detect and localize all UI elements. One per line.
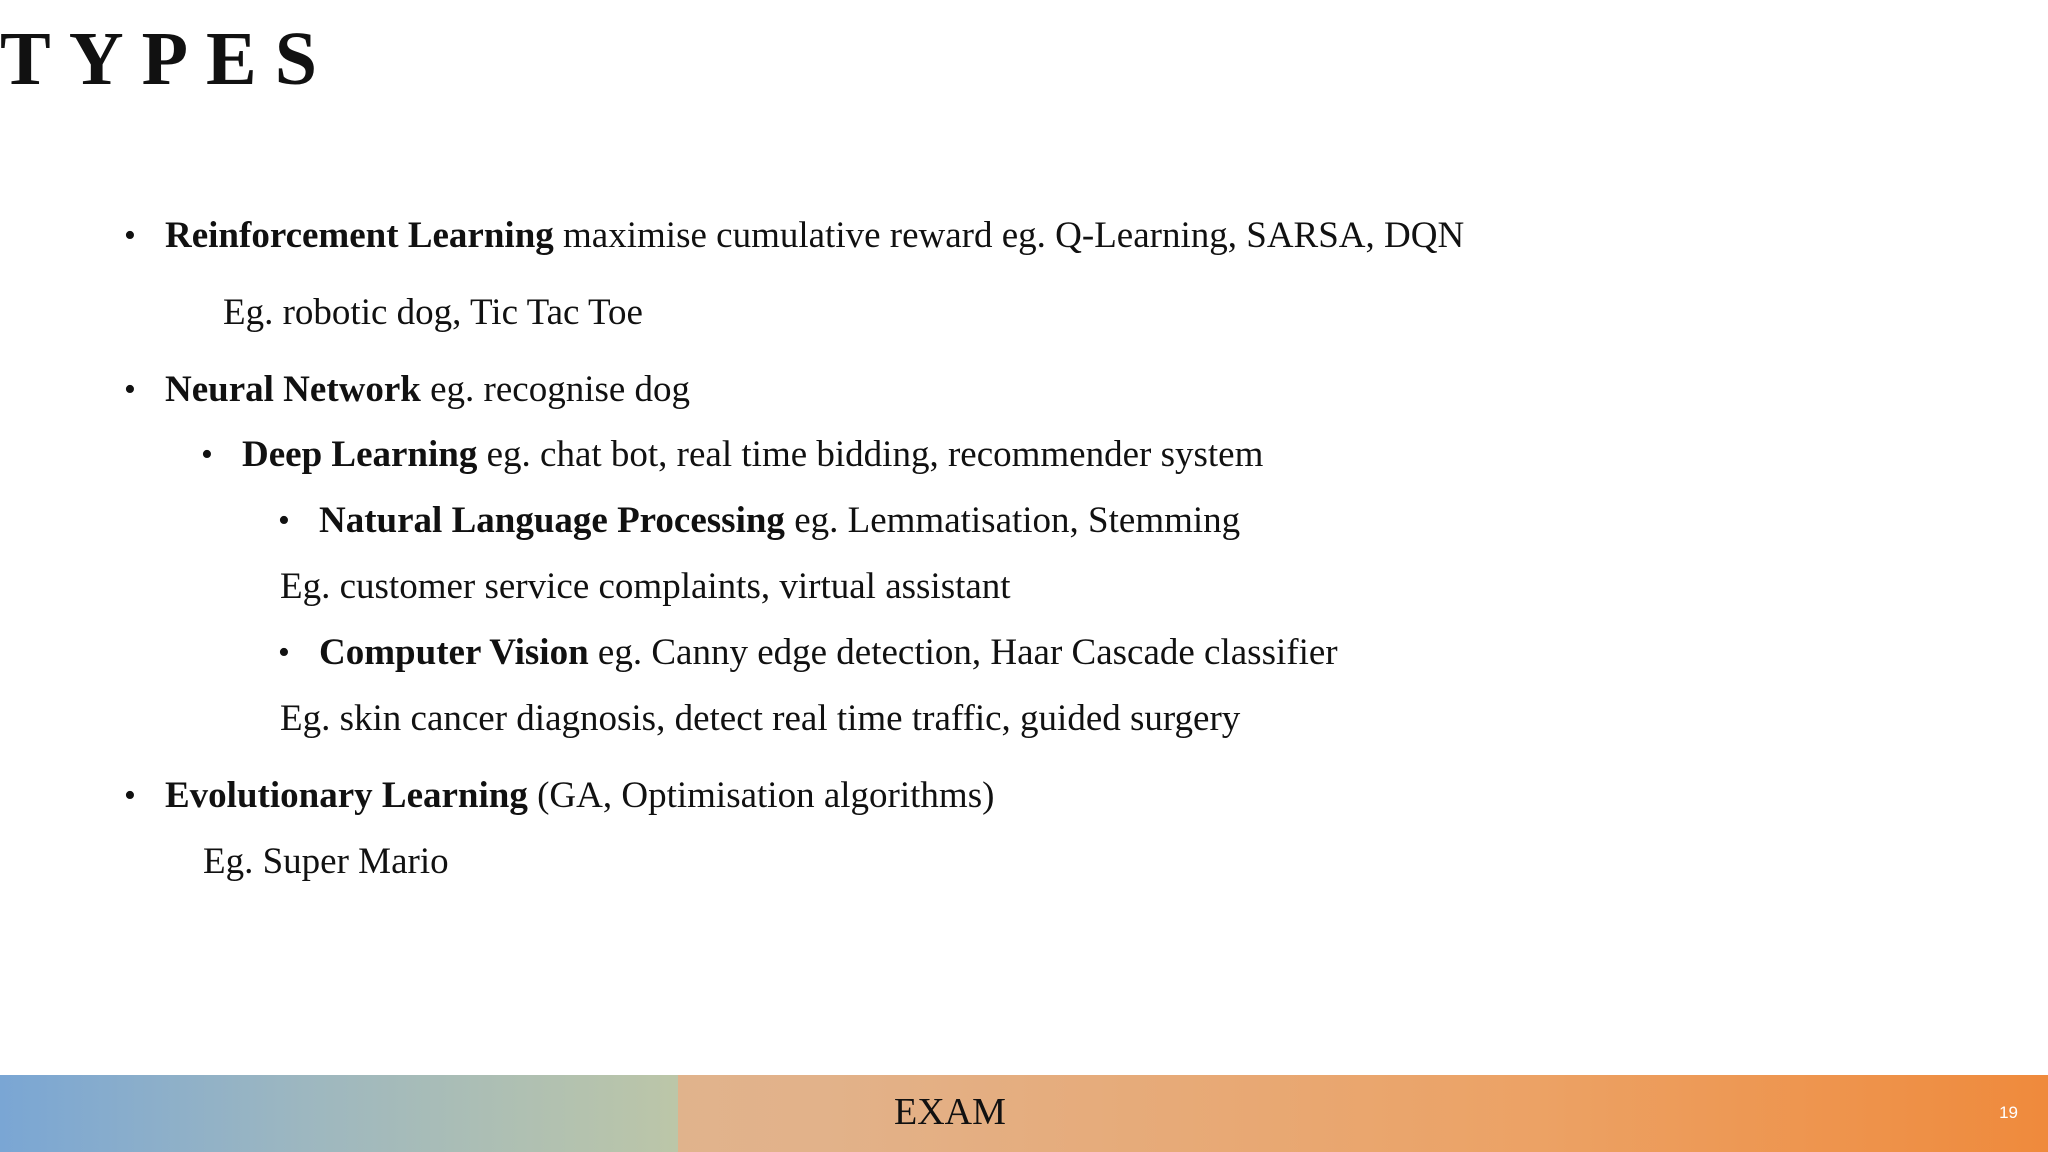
bullet-marker: •: [278, 502, 290, 539]
term-deep-learning: Deep Learning: [242, 434, 478, 475]
example-line: Eg. Super Mario: [203, 841, 449, 882]
footer-bar: [0, 1075, 2048, 1152]
item-description: eg. recognise dog: [420, 369, 691, 410]
footer-label: EXAM: [894, 1091, 1006, 1133]
example-line: Eg. customer service complaints, virtual assistant: [280, 566, 1011, 607]
term-natural-language-processing: Natural Language Processing: [319, 500, 785, 541]
list-item: [242, 433, 1263, 477]
list-item: [319, 631, 1338, 675]
list-item: [165, 214, 1464, 258]
item-description: maximise cumulative reward eg. Q-Learning, SARSA, DQN: [553, 215, 1465, 256]
bullet-marker: •: [124, 371, 136, 408]
term-neural-network: Neural Network: [165, 369, 421, 410]
term-evolutionary-learning: Evolutionary Learning: [165, 775, 528, 816]
item-description: (GA, Optimisation algorithms): [527, 775, 995, 816]
slide-title: TYPES: [0, 17, 335, 101]
footer-accent-block: [0, 1075, 678, 1152]
example-line: Eg. skin cancer diagnosis, detect real time traffic, guided surgery: [280, 698, 1241, 739]
list-item: [319, 499, 1240, 543]
item-description: eg. Canny edge detection, Haar Cascade classifier: [588, 632, 1338, 673]
bullet-marker: •: [124, 217, 136, 254]
list-item: [165, 368, 690, 412]
item-description: eg. Lemmatisation, Stemming: [784, 500, 1241, 541]
page-number: 19: [1999, 1103, 2018, 1122]
term-computer-vision: Computer Vision: [319, 632, 589, 673]
bullet-marker: •: [278, 634, 290, 671]
example-line: Eg. robotic dog, Tic Tac Toe: [223, 292, 643, 333]
term-reinforcement-learning: Reinforcement Learning: [165, 215, 554, 256]
bullet-marker: •: [124, 777, 136, 814]
list-item: [165, 774, 994, 818]
bullet-marker: •: [201, 436, 213, 473]
item-description: eg. chat bot, real time bidding, recommender system: [477, 434, 1264, 475]
